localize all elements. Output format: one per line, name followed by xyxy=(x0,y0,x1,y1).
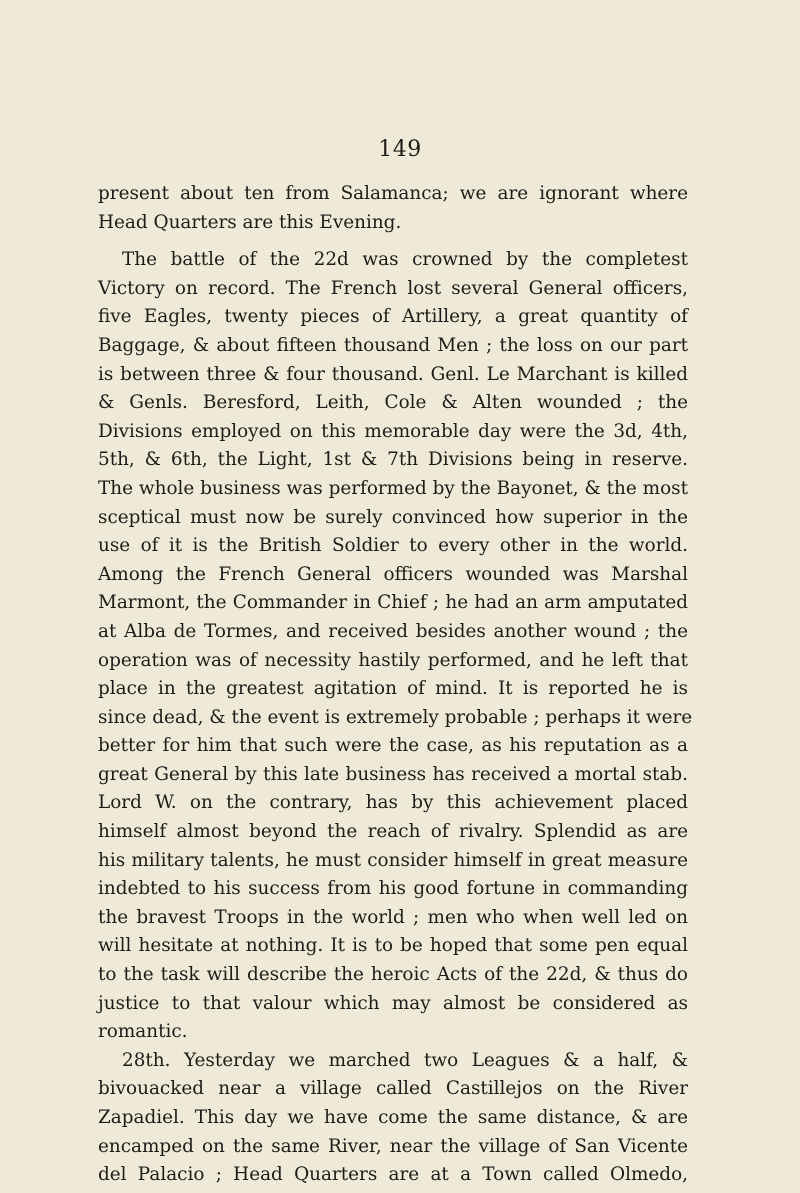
text-line: Victory on record. The French lost several General officers, xyxy=(98,277,688,299)
text-line: Head Quarters are this Evening. xyxy=(98,211,402,233)
text-line: the bravest Troops in the world ; men who when well led on xyxy=(98,906,688,928)
text-line: operation was of necessity hastily performed, and he left that xyxy=(98,649,688,671)
text-line: is between three & four thousand. Genl. Le Marchant is killed xyxy=(98,363,688,385)
text-line: Divisions employed on this memorable day were the 3d, 4th, xyxy=(98,420,688,442)
text-line: Among the French General officers wounded was Marshal xyxy=(98,563,688,585)
text-line: his military talents, he must consider himself in great measure xyxy=(98,849,688,871)
text-line: better for him that such were the case, as his reputation as a xyxy=(98,735,688,757)
text-line: great General by this late business has received a mortal stab. xyxy=(98,763,688,785)
text-line: himself almost beyond the reach of rivalry. Splendid as are xyxy=(98,821,688,843)
text-line: Zapadiel. This day we have come the same distance, & are xyxy=(98,1107,688,1128)
text-line: indebted to his success from his good fortune in commanding xyxy=(98,878,688,900)
paragraph-continuation xyxy=(98,180,688,237)
text-line: justice to that valour which may almost be considered as xyxy=(98,992,688,1014)
paragraph-diary-28th xyxy=(98,1047,688,1190)
text-line: bivouacked near a village called Castillejos on the River xyxy=(98,1078,688,1100)
page-number: 149 xyxy=(378,137,422,162)
paragraph-battle xyxy=(98,246,693,1047)
text-line: encamped on the same River, near the village of San Vicente xyxy=(98,1135,688,1157)
text-line: at Alba de Tormes, and received besides another wound ; the xyxy=(98,620,688,642)
text-line: five Eagles, twenty pieces of Artillery, a great quantity of xyxy=(98,306,688,328)
text-line: & Genls. Beresford, Leith, Cole & Alten wounded ; the xyxy=(98,392,688,414)
text-line: romantic. xyxy=(98,1021,188,1043)
text-line: 28th. Yesterday we marched two Leagues & a half, & xyxy=(122,1049,688,1071)
text-line: since dead, & the event is extremely probable ; perhaps it were xyxy=(98,706,693,728)
text-line: will hesitate at nothing. It is to be hoped that some pen equal xyxy=(98,935,688,957)
text-line: to the task will describe the heroic Acts of the 22d, & thus do xyxy=(98,964,688,986)
body-text xyxy=(98,180,693,1190)
text-line: Lord W. on the contrary, has by this achievement placed xyxy=(98,792,688,814)
text-line: present about ten from Salamanca; we are ignorant where xyxy=(98,183,688,204)
text-line: The battle of the 22d was crowned by the completest xyxy=(122,249,688,271)
text-line: del Palacio ; Head Quarters are at a Town called Olmedo, xyxy=(98,1164,688,1186)
text-line: Marmont, the Commander in Chief ; he had an arm amputated xyxy=(98,592,688,614)
text-line: Baggage, & about fifteen thousand Men ; the loss on our part xyxy=(98,334,688,356)
text-line: sceptical must now be surely convinced how superior in the xyxy=(98,506,688,528)
text-line: 5th, & 6th, the Light, 1st & 7th Divisions being in reserve. xyxy=(98,449,688,471)
text-line: use of it is the British Soldier to every other in the world. xyxy=(98,535,688,557)
text-line: place in the greatest agitation of mind. It is reported he is xyxy=(98,678,688,700)
text-line: The whole business was performed by the Bayonet, & the most xyxy=(98,477,688,499)
